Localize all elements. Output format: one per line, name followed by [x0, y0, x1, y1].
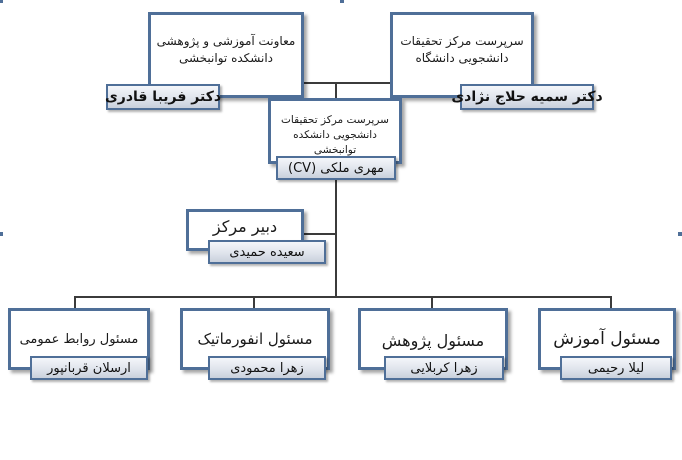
education-title: مسئول آموزش [553, 329, 661, 349]
university-head-title-line2: دانشجویی دانشگاه [415, 51, 509, 66]
research-name-tag: زهرا کربلایی [384, 356, 504, 380]
connector-drop-public-relations [74, 296, 76, 308]
public-relations-title: مسئول روابط عمومی [19, 332, 139, 347]
edge-tick-top [340, 0, 344, 3]
faculty-head-title-line2: دانشجویی دانشکده توانبخشی [293, 129, 377, 157]
deputy-title [151, 33, 301, 68]
edge-tick-left [0, 232, 3, 236]
faculty-head-title [271, 113, 399, 159]
connector-drop-research [431, 296, 433, 308]
deputy-title-line2: دانشکده توانبخشی [178, 51, 274, 66]
deputy-name-tag: دکتر فریبا قادری [106, 84, 220, 110]
it-name-tag: زهرا محمودی [208, 356, 326, 380]
connector-secretary-branch [304, 233, 336, 235]
edge-tick-right [678, 232, 682, 236]
education-name-tag: لیلا رحیمی [560, 356, 672, 380]
it-title: مسئول انفورماتیک [197, 330, 313, 348]
connector-bottom-horizontal [74, 296, 612, 298]
connector-drop-it [253, 296, 255, 308]
public-relations-name-tag: ارسلان قربانپور [30, 356, 148, 380]
deputy-title-line1: معاونت آموزشی و پژوهشی [156, 34, 296, 48]
university-head-title-line1: سرپرست مرکز تحقیقات [400, 34, 524, 48]
university-head-name-tag: دکتر سمیه حلاج نژادی [460, 84, 594, 110]
secretary-name-tag: سعیده حمیدی [208, 240, 326, 264]
faculty-head-box [268, 98, 402, 164]
edge-tick-top-left [0, 0, 3, 3]
connector-drop-education [610, 296, 612, 308]
faculty-head-title-line1: سرپرست مرکز تحقیقات [281, 114, 389, 126]
faculty-head-name-tag: مهری ملکی (CV) [276, 156, 396, 180]
secretary-title: دبیر مرکز [212, 217, 278, 236]
university-head-title [393, 33, 531, 68]
research-title: مسئول پژوهش [381, 331, 485, 350]
